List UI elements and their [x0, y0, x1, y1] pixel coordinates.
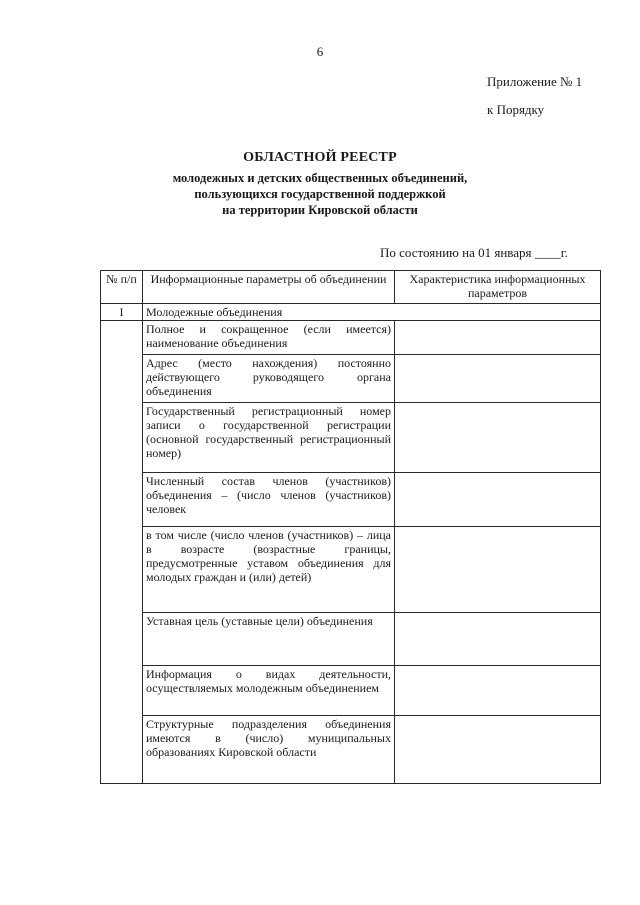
- param-address: Адрес (место нахождения) постоянно действующего руководящего органа объединения: [143, 355, 395, 403]
- param-age-limits: в том числе (число членов (участников) – лица в возрасте (возрастные границы, предусмотренные уставом объединения для молодых граждан и (или) детей): [143, 527, 395, 613]
- param-registration-number: Государственный регистрационный номер записи о государственной регистрации (основной государственный регистрационный номер): [143, 403, 395, 473]
- section-row: [101, 304, 601, 321]
- table-row: [101, 355, 601, 403]
- page-number: 6: [316, 44, 324, 59]
- characteristic-cell: [395, 355, 601, 403]
- header-params: Информационные параметры об объединении: [143, 271, 395, 304]
- registry-table: [100, 270, 601, 784]
- number-cell-empty: [101, 321, 143, 784]
- appendix-reference: к Порядку: [487, 102, 545, 117]
- header-number: № п/п: [101, 271, 143, 304]
- characteristic-cell: [395, 403, 601, 473]
- table-header-row: [101, 271, 601, 304]
- title-main: ОБЛАСТНОЙ РЕЕСТР: [243, 150, 397, 165]
- title-subtitle-1: молодежных и детских общественных объединений,: [172, 171, 468, 185]
- table-row: [101, 403, 601, 473]
- section-label: Молодежные объединения: [143, 304, 601, 321]
- table-row: [101, 613, 601, 666]
- section-number: I: [101, 304, 143, 321]
- as-of-date: По состоянию на 01 января ____г.: [380, 245, 568, 260]
- param-structural-units: Структурные подразделения объединения имеются в (число) муниципальных образованиях Кировской области: [143, 716, 395, 784]
- table-row: [101, 527, 601, 613]
- characteristic-cell: [395, 321, 601, 355]
- table-row: [101, 321, 601, 355]
- characteristic-cell: [395, 527, 601, 613]
- appendix-label: Приложение № 1: [487, 74, 583, 89]
- characteristic-cell: [395, 666, 601, 716]
- characteristic-cell: [395, 716, 601, 784]
- title-subtitle-2: пользующихся государственной поддержкой: [194, 187, 446, 201]
- title-subtitle-3: на территории Кировской области: [222, 203, 418, 217]
- param-membership-count: Численный состав членов (участников) объединения – (число членов (участников) человек: [143, 473, 395, 527]
- table-row: [101, 666, 601, 716]
- param-name: Полное и сокращенное (если имеется) наименование объединения: [143, 321, 395, 355]
- param-activities: Информация о видах деятельности, осуществляемых молодежным объединением: [143, 666, 395, 716]
- characteristic-cell: [395, 613, 601, 666]
- param-statutory-goals: Уставная цель (уставные цели) объединения: [143, 613, 395, 666]
- document-title: [0, 150, 640, 218]
- header-characteristics: Характеристика информационных параметров: [395, 271, 601, 304]
- table-row: [101, 716, 601, 784]
- table-row: [101, 473, 601, 527]
- characteristic-cell: [395, 473, 601, 527]
